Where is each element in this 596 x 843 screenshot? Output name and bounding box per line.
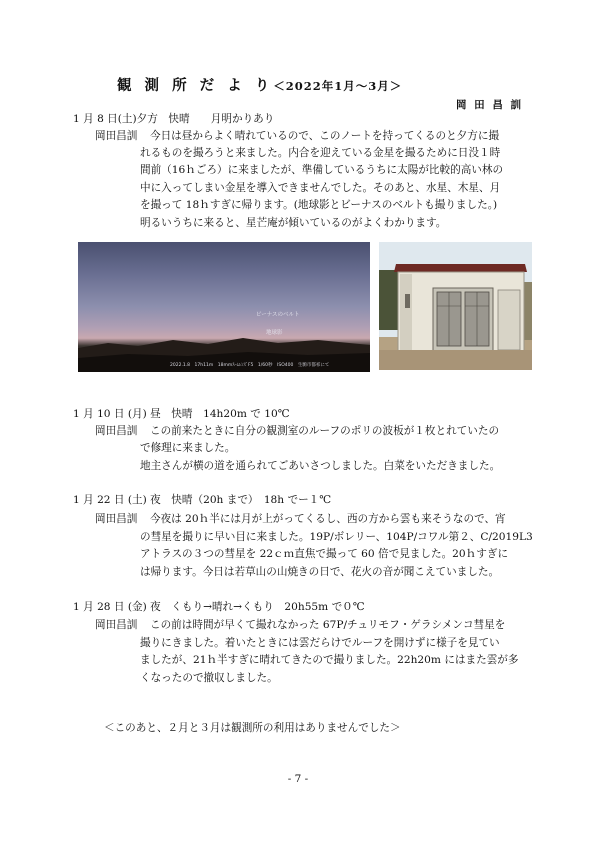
- entry-line: 中に入ってしまい金星を導入できませんでした。そのあと、水星、木星、月: [140, 182, 501, 194]
- observatory-photo: [379, 242, 532, 370]
- entry-observer: 岡田昌訓: [95, 513, 138, 525]
- author-name: 岡 田 昌 訓: [456, 99, 523, 111]
- entry-line: 間前（16ｈごろ）に来ましたが、準備しているうちに太陽が比較的高い林の: [140, 164, 504, 176]
- entry-line: 明るいうちに来ると、星芒庵が傾いているのがよくわかります。: [140, 217, 447, 229]
- footer-note: ＜このあと、２月と３月は観測所の利用はありませんでした＞: [104, 722, 401, 734]
- entry-line: 今日は昼からよく晴れているので、このノートを持ってくるのと夕方に撮: [150, 130, 500, 142]
- entry-line: で修理に来ました。: [140, 442, 236, 454]
- venus-belt-label: ビーナスのベルト: [256, 312, 300, 318]
- photo-caption: 2022.1.8 17h11m 18mmｽｰﾑﾚﾝｽﾞF5 1/60秒 ISO400 生駒市都祁にて: [170, 363, 330, 368]
- observatory-hut-illustration: [379, 242, 532, 370]
- entry-line: れるものを撮ろうと来ました。内合を迎えている金星を撮るために日没１時: [140, 147, 501, 159]
- earth-shadow-label: 地球影: [266, 330, 283, 336]
- page-title: 観 測 所 だ よ り＜2022年1月～3月＞: [117, 77, 403, 94]
- entry-line: この前は時間が早くて撮れなかった 67P/チュリモフ・ゲラシメンコ彗星を: [150, 619, 506, 631]
- page-subtitle: ＜2022年1月～3月＞: [273, 79, 403, 93]
- entry-observer: 岡田昌訓: [95, 619, 138, 631]
- entry-line: 撮りにきました。着いたときには雲だらけでルーフを開けずに様子を見てい: [140, 637, 500, 649]
- entry-observer: 岡田昌訓: [95, 425, 138, 437]
- twilight-photo: [78, 242, 370, 372]
- entry-line: 地主さんが横の道を通られてごあいさつしました。白菜をいただきました。: [140, 460, 501, 472]
- entry-line: アトラスの３つの彗星を 22ｃｍ直焦で撮って 60 倍で見ました。20ｈすぎに: [140, 548, 509, 560]
- entry-observer: 岡田昌訓: [95, 130, 138, 142]
- entry-date: 1 月 28 日 (金) 夜 くもり→晴れ→くもり 20h55m で０℃: [73, 601, 365, 613]
- entry-date: 1 月 22 日 (土) 夜 快晴（20h まで） 18h でー１℃: [73, 494, 332, 506]
- entry-line: を撮って 18ｈすぎに帰ります。(地球影とビーナスのベルトも撮りました。): [140, 199, 498, 211]
- entry-line: の彗星を撮りに早い目に来ました。19P/ボレリー、104P/コワル第２、C/2019L3: [140, 531, 533, 543]
- entry-line: ましたが、21ｈ半すぎに晴れてきたので撮りました。22h20m にはまた雲が多: [140, 654, 519, 666]
- entry-line: この前来たときに自分の観測室のルーフのポリの波板が１枚とれていたの: [150, 425, 500, 437]
- entry-line: くなったので撤収しました。: [140, 672, 278, 684]
- entry-date: 1 月 8 日(土)夕方 快晴 月明かりあり: [73, 113, 275, 125]
- entry-line: 今夜は 20ｈ半には月が上がってくるし、西の方から雲も来そうなので、宵: [150, 513, 506, 525]
- page-number: - 7 -: [287, 773, 309, 785]
- entry-line: は帰ります。今日は若草山の山焼きの日で、花火の音が聞こえていました。: [140, 566, 500, 578]
- entry-date: 1 月 10 日 (月) 昼 快晴 14h20m で 10℃: [73, 408, 290, 420]
